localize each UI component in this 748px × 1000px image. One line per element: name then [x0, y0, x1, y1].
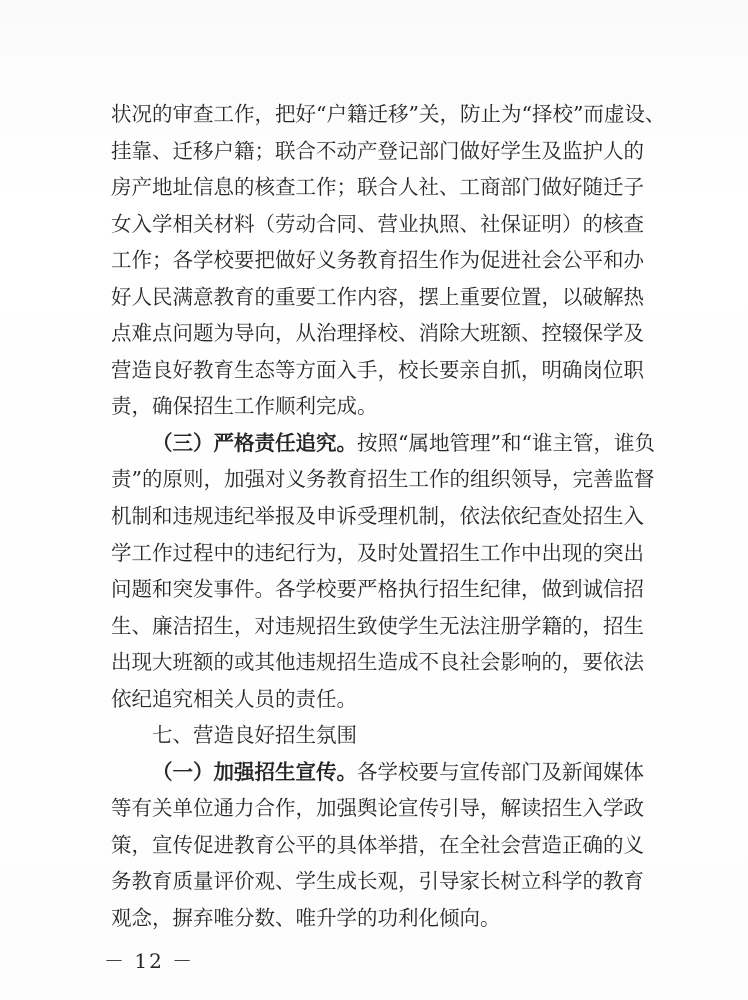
body-text-line: 营造良好教育生态等方面入手，校长要亲自抓，明确岗位职	[111, 358, 644, 382]
body-text-line: 等有关单位通力合作，加强舆论宣传引导，解读招生入学政	[111, 796, 644, 820]
body-text-line: 责，确保招生工作顺利完成。	[111, 394, 378, 418]
body-text-line: 策，宣传促进教育公平的具体举措，在全社会营造正确的义	[111, 833, 644, 857]
body-text-line: 好人民满意教育的重要工作内容，摆上重要位置，以破解热	[111, 285, 644, 309]
section-first-line	[152, 754, 644, 790]
body-text-line: 机制和违规违纪举报及申诉受理机制，依法依纪查处招生入	[111, 504, 644, 528]
page-number: － 12 －	[104, 949, 195, 973]
section-lead-text: 按照“属地管理”和“谁主管，谁负	[357, 431, 655, 455]
body-text-line: 学工作过程中的违纪行为，及时处置招生工作中出现的突出	[111, 541, 644, 565]
section-lead-heading: （一）加强招生宣传。	[152, 760, 357, 784]
body-text-line: 状况的审查工作，把好“户籍迁移”关，防止为“择校”而虚设、	[111, 102, 666, 126]
body-text-line: 点难点问题为导向，从治理择校、消除大班额、控辍保学及	[111, 321, 644, 345]
body-text-line: 务教育质量评价观、学生成长观，引导家长树立科学的教育	[111, 869, 644, 893]
section-lead-text: 各学校要与宣传部门及新闻媒体	[357, 760, 644, 784]
body-text-line: 观念，摒弃唯分数、唯升学的功利化倾向。	[111, 906, 501, 930]
body-text-line: 出现大班额的或其他违规招生造成不良社会影响的，要依法	[111, 650, 644, 674]
section-lead-heading: （三）严格责任追究。	[152, 431, 357, 455]
chapter-heading: 七、营造良好招生氛围	[152, 723, 357, 747]
body-text-line: 工作；各学校要把做好义务教育招生作为促进社会公平和办	[111, 248, 644, 272]
body-text-line: 女入学相关材料（劳动合同、营业执照、社保证明）的核查	[111, 212, 644, 236]
body-text-line: 房产地址信息的核查工作；联合人社、工商部门做好随迁子	[111, 175, 644, 199]
section-first-line	[152, 425, 655, 461]
body-text-line: 责”的原则，加强对义务教育招生工作的组织领导，完善监督	[111, 467, 655, 491]
body-text-line: 依纪追究相关人员的责任。	[111, 687, 357, 711]
body-text-line: 生、廉洁招生，对违规招生致使学生无法注册学籍的，招生	[111, 614, 644, 638]
body-text-line: 问题和突发事件。各学校要严格执行招生纪律，做到诚信招	[111, 577, 644, 601]
body-text-line: 挂靠、迁移户籍；联合不动产登记部门做好学生及监护人的	[111, 139, 644, 163]
